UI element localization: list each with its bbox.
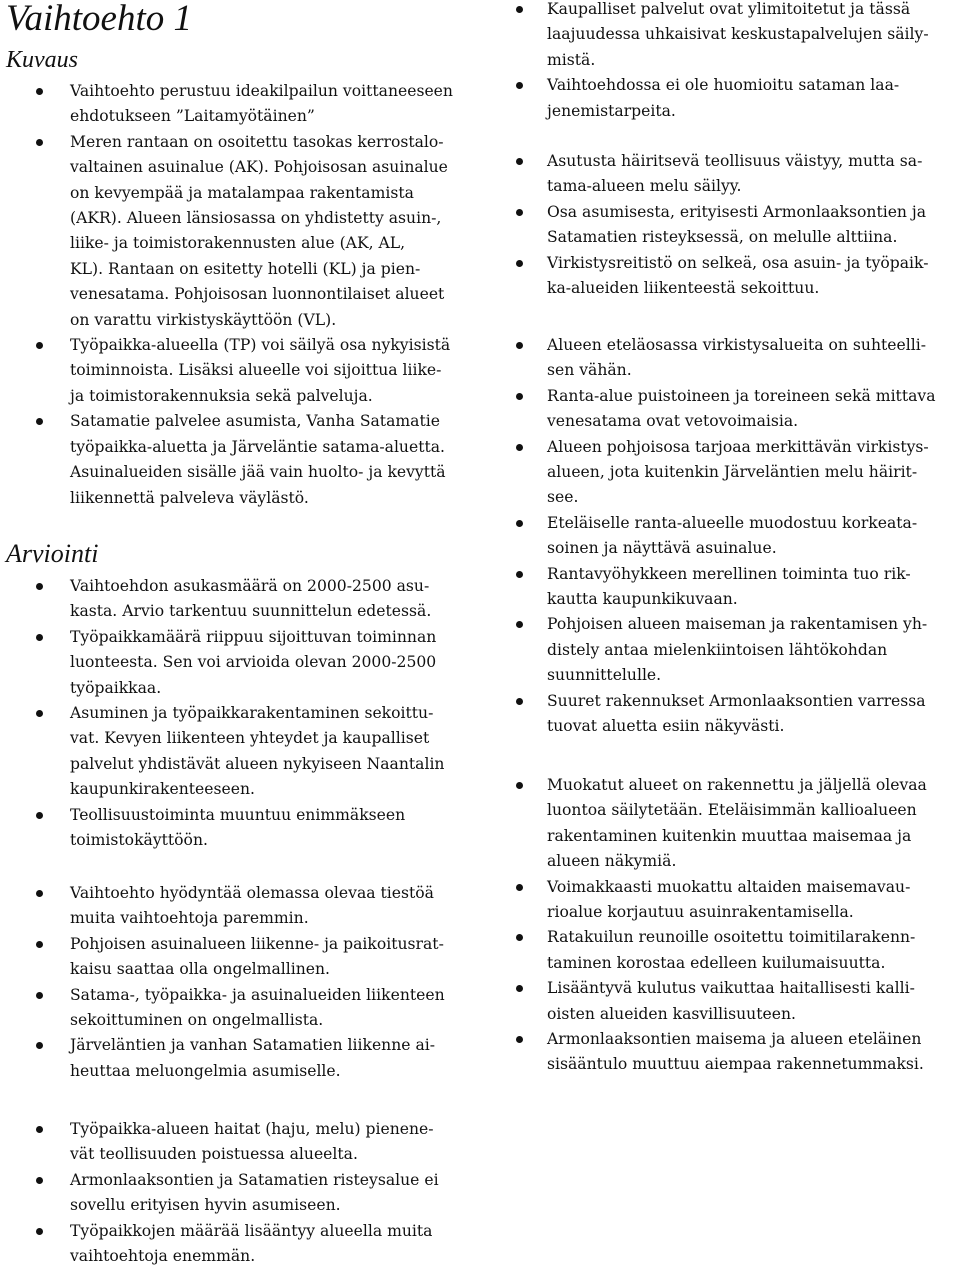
list-item-text: liike- ja toimistorakennusten alue (AK, AL, [70,234,406,253]
list-item [6,1117,439,1168]
list-item-text: Osa asumisesta, erityisesti Armonlaaksontien ja [547,202,927,221]
list-item-text: soinen ja näyttävä asuinalue. [547,539,777,558]
list-item-text: muita vaihtoehtoja paremmin. [70,909,309,928]
list-item [516,73,929,124]
list-item-text: oisten alueiden kasvillisuuteen. [547,1004,796,1023]
list-item [516,1027,927,1078]
list-item [6,881,445,932]
list-item [6,130,453,333]
list-item-text: Vaihtoehto perustuu ideakilpailun voittaneeseen [70,82,453,100]
list-item-text: Työpaikka-alueen haitat (haju, melu) pienene- [70,1120,434,1138]
list-item-text: Alueen eteläosassa virkistysalueita on suhteelli- [547,336,926,354]
list-item-text: Armonlaaksontien maisema ja alueen eteläinen [547,1030,922,1049]
list-item-text: Pohjoisen alueen maiseman ja rakentamisen yh- [547,615,928,634]
list-item-text: Asuminen ja työpaikkarakentaminen sekoittu- [70,704,434,723]
liikenne-list [6,881,445,1084]
list-item-text: Työpaikkamäärä riippuu sijoittuvan toiminnan [70,627,437,646]
list-item [6,333,453,409]
list-item-text: Meren rantaan on osoitettu tasokas kerrostalo- [70,132,444,151]
kuvaus-list [6,79,453,511]
list-item-text: (AKR). Alueen länsiosassa on yhdistetty asuin-, [70,209,442,228]
list-item-text: Vaihtoehdon asukasmäärä on 2000-2500 asu- [70,577,430,595]
list-item-text: alueen näkymiä. [547,852,677,871]
list-item-text: Rantavyöhykkeen merellinen toiminta tuo rik- [547,564,911,583]
list-item [516,333,936,384]
list-item-text: toiminnoista. Lisäksi alueelle voi sijoittua liike- [70,361,442,380]
list-item-text: ka-alueiden liikenteestä sekoittuu. [547,279,820,298]
list-item [516,251,928,302]
list-item-text: Suuret rakennukset Armonlaaksontien varressa [547,691,926,710]
list-item [516,562,936,613]
list-item [516,689,936,740]
list-item-text: rakentaminen kuitenkin muuttaa maisemaa ja [547,826,912,845]
list-item-text: Ratakuilun reunoille osoitettu toimitilarakenn- [547,928,916,947]
list-item [516,511,936,562]
list-item-text: ehdotukseen ”Laitamyötäinen” [70,107,315,126]
list-item-text: Satamatien risteyksessä, on melulle alttiina. [547,228,898,247]
list-item [516,384,936,435]
list-item-text: tama-alueen melu säilyy. [547,177,742,196]
list-item-text: ja toimistorakennuksia sekä palveluja. [70,386,373,405]
list-item-text: työpaikka-aluetta ja Järveläntie satama-aluetta. [70,437,445,456]
list-item-text: luonteesta. Sen voi arvioida olevan 2000-2500 [70,653,437,672]
list-item-text: Teollisuustoiminta muuntuu enimmäkseen [70,805,406,824]
palvelut-list [516,0,929,124]
list-item-text: Kaupalliset palvelut ovat ylimitoitetut ja tässä [547,0,911,18]
list-item-text: kautta kaupunkikuvaan. [547,590,738,609]
list-item-text: vaihtoehtoja enemmän. [70,1247,256,1266]
arviointi-heading: Arviointi [6,539,99,568]
list-item [6,79,453,130]
list-item-text: Voimakkaasti muokattu altaiden maisemavau- [547,877,911,896]
melu-list [516,149,928,301]
list-item-text: suunnittelulle. [547,666,662,685]
list-item-text: Armonlaaksontien ja Satamatien risteysalue ei [70,1170,439,1189]
list-item-text: KL). Rantaan on esitetty hotelli (KL) ja pien- [70,259,421,278]
list-item [516,435,936,511]
list-item [6,409,453,511]
list-item [516,612,936,688]
list-item [6,625,444,701]
list-item-text: sisääntulo muuttuu aiempaa rakennetummaksi. [547,1055,924,1074]
list-item-text: jenemistarpeita. [547,101,676,120]
list-item-text: kaisu saattaa olla ongelmallinen. [70,960,330,979]
list-item-text: Vaihtoehto hyödyntää olemassa olevaa tiestöä [70,884,434,902]
list-item [516,0,929,73]
kuvaus-heading: Kuvaus [6,47,78,73]
list-item-text: Eteläiselle ranta-alueelle muodostuu korkeata- [547,513,918,532]
list-item-text: Satamatie palvelee asumista, Vanha Satamatie [70,412,440,431]
list-item-text: vät teollisuuden poistuessa alueelta. [70,1145,358,1164]
list-item-text: Pohjoisen asuinalueen liikenne- ja paikoitusrat- [70,934,444,953]
list-item [516,200,928,251]
list-item-text: valtainen asuinalue (AK). Pohjoisosan asuinalue [70,158,448,177]
list-item-text: Asutusta häiritsevä teollisuus väistyy, mutta sa- [547,152,923,170]
list-item [6,1168,439,1219]
list-item [516,875,927,926]
arviointi-list [6,574,444,853]
list-item-text: Virkistysreitistö on selkeä, osa asuin- ja työpaik- [547,253,929,272]
list-item-text: alueen, jota kuitenkin Järveläntien melu häirit- [547,463,918,482]
list-item-text: työpaikkaa. [70,678,162,697]
list-item-text: luontoa säilytetään. Eteläisimmän kallioalueen [547,801,917,820]
list-item-text: sekoittuminen on ongelmallista. [70,1011,324,1030]
list-item-text: laajuudessa uhkaisivat keskustapalvelujen säily- [547,25,929,44]
list-item-text: tuovat aluetta esiin näkyvästi. [547,717,785,736]
list-item [516,149,928,200]
list-item-text: toimistokäyttöön. [70,831,208,850]
list-item [6,803,444,854]
page-title: Vaihtoehto 1 [6,0,193,39]
list-item [6,932,445,983]
list-item-text: Lisääntyvä kulutus vaikuttaa haitallisesti kalli- [547,979,915,998]
list-item [6,983,445,1034]
list-item-text: on varattu virkistyskäyttöön (VL). [70,310,337,329]
list-item-text: palvelut yhdistävät alueen nykyiseen Naantalin [70,754,445,773]
list-item-text: kasta. Arvio tarkentuu suunnittelun edetessä. [70,602,432,621]
list-item-text: sen vähän. [547,361,632,380]
list-item-text: Työpaikkojen määrää lisääntyy alueella muita [70,1221,433,1240]
list-item-text: see. [547,488,579,507]
list-item-text: venesatama ovat vetovoimaisia. [547,412,799,431]
maisema-list [516,773,927,1078]
list-item-text: liikennettä palveleva väylästö. [70,488,309,507]
list-item-text: Vaihtoehdossa ei ole huomioitu sataman laa- [547,76,900,95]
list-item-text: kaupunkirakenteeseen. [70,780,255,799]
list-item-text: sovellu erityisen hyvin asumiseen. [70,1196,341,1215]
list-item [516,925,927,976]
list-item-text: rioalue korjautuu asuinrakentamisella. [547,903,854,922]
list-item-text: Satama-, työpaikka- ja asuinalueiden liikenteen [70,985,445,1004]
list-item-text: Järveläntien ja vanhan Satamatien liikenne ai- [70,1036,435,1055]
list-item-text: Ranta-alue puistoineen ja toreineen sekä mittava [547,386,936,405]
ymparisto-list [6,1117,439,1269]
list-item-text: mistä. [547,50,596,69]
list-item-text: Työpaikka-alueella (TP) voi säilyä osa nykyisistä [70,336,451,355]
list-item [516,976,927,1027]
list-item [6,1219,439,1270]
list-item-text: venesatama. Pohjoisosan luonnontilaiset alueet [70,285,445,304]
list-item-text: distely antaa mielenkiintoisen lähtökohdan [547,640,888,659]
list-item-text: heuttaa meluongelmia asumiselle. [70,1061,341,1080]
list-item-text: on kevyempää ja matalampaa rakentamista [70,183,414,202]
list-item [6,1033,445,1084]
list-item [6,574,444,625]
list-item-text: Muokatut alueet on rakennettu ja jäljellä olevaa [547,776,927,794]
list-item-text: Asuinalueiden sisälle jää vain huolto- ja kevyttä [70,463,446,482]
virkistys-list [516,333,936,740]
list-item-text: vat. Kevyen liikenteen yhteydet ja kaupalliset [70,729,430,748]
list-item [516,773,927,875]
list-item [6,701,444,803]
list-item-text: taminen korostaa edelleen kuilumaisuutta. [547,953,886,972]
list-item-text: Alueen pohjoisosa tarjoaa merkittävän virkistys- [547,437,929,456]
